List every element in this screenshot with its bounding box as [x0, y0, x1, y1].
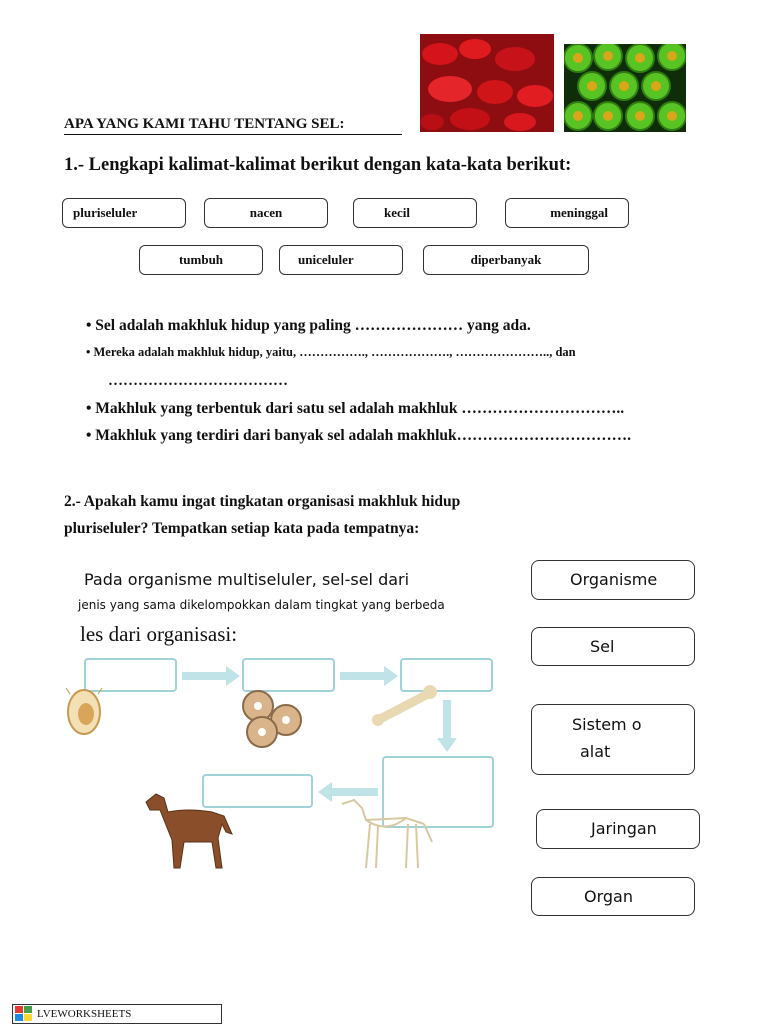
word-label: kecil: [384, 205, 410, 220]
logo-squares-icon: [15, 1006, 33, 1022]
green-cells-image: [564, 44, 686, 132]
word-box-tumbuh[interactable]: [139, 245, 263, 275]
page-title: APA YANG KAMI TAHU TENTANG SEL:: [64, 116, 402, 135]
word-label: nacen: [249, 205, 283, 220]
sentence-3: • Makhluk yang terbentuk dari satu sel adalah makhluk …………………………..: [86, 400, 625, 417]
red-blood-cells-image: [420, 34, 554, 132]
question-2-heading-line2: pluriseluler? Tempatkan setiap kata pada tempatnya:: [64, 520, 420, 537]
word-label: tumbuh: [178, 252, 224, 267]
word-label: diperbanyak: [470, 252, 542, 267]
figure-text-line1: Pada organisme multiseluler, sel-sel dari: [84, 570, 410, 589]
question-2-heading-line1: 2.- Apakah kamu ingat tingkatan organisasi makhluk hidup: [64, 493, 461, 510]
arrow-right-icon: [182, 666, 240, 686]
word-box-diperbanyak[interactable]: [423, 245, 589, 275]
tissue-illustration-icon: [236, 688, 306, 750]
word-label: uniceluler: [298, 252, 354, 267]
answer-organ[interactable]: [531, 877, 695, 916]
liveworksheets-logo: [12, 1004, 222, 1024]
word-box-meninggal[interactable]: [505, 198, 629, 228]
word-box-pluriseluler[interactable]: [62, 198, 186, 228]
sentence-1: • Sel adalah makhluk hidup yang paling ………………… yang ada.: [86, 317, 531, 334]
horse-skeleton-illustration-icon: [336, 794, 438, 872]
bone-illustration-icon: [370, 684, 440, 728]
figure-text-line3: les dari organisasi:: [80, 622, 238, 646]
slot-tissue[interactable]: [242, 658, 335, 692]
logo-text: LVEWORKSHEETS: [37, 1008, 132, 1020]
question-1-heading: 1.- Lengkapi kalimat-kalimat berikut dengan kata-kata berikut:: [64, 155, 572, 175]
answer-sel[interactable]: [531, 627, 695, 666]
arrow-down-icon: [437, 700, 457, 752]
figure-text-line2: jenis yang sama dikelompokkan dalam tingkat yang berbeda: [78, 598, 445, 612]
sentence-2-continuation: ………………………………: [108, 373, 288, 389]
sentence-2: • Mereka adalah makhluk hidup, yaitu, ……………., ………………., ………………….., dan: [86, 345, 576, 359]
arrow-right-icon: [340, 666, 398, 686]
answer-label: Jaringan: [591, 819, 657, 838]
answer-label: Sel: [590, 637, 615, 656]
word-label: pluriseluler: [73, 205, 138, 220]
answer-label: Organ: [584, 887, 633, 906]
sentence-4: • Makhluk yang terdiri dari banyak sel adalah makhluk…………………………….: [86, 427, 632, 444]
answer-jaringan[interactable]: [536, 809, 700, 849]
answer-label-line2: alat: [580, 742, 611, 761]
word-box-nacen[interactable]: [204, 198, 328, 228]
word-box-kecil[interactable]: [353, 198, 477, 228]
organization-figure: [64, 560, 504, 890]
answer-label-line1: Sistem o: [572, 715, 642, 734]
answer-sistem-o-alat[interactable]: [531, 704, 695, 775]
cell-illustration-icon: [64, 684, 104, 738]
word-label: meninggal: [550, 205, 608, 220]
horse-illustration-icon: [138, 790, 238, 872]
word-box-uniceluler[interactable]: [279, 245, 403, 275]
answer-label: Organisme: [570, 570, 658, 589]
answer-organisme[interactable]: [531, 560, 695, 600]
